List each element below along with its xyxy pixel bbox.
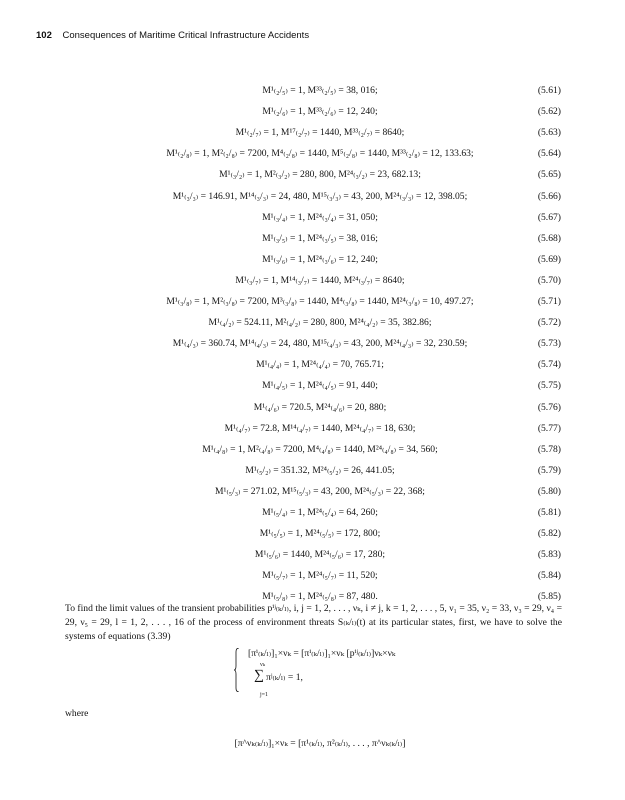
- equation-number: (5.72): [537, 317, 561, 328]
- equation-row: M¹₍₄/₅₎ = 1, M²⁴₍₄/₅₎ = 91, 440;: [262, 380, 378, 391]
- equation-row: M¹₍₄/₄₎ = 1, M²⁴₍₄/₄₎ = 70, 765.71;: [256, 359, 384, 370]
- equation-row: M¹₍₂/₅₎ = 1, M³³₍₂/₅₎ = 38, 016;: [262, 85, 378, 96]
- equation-number: (5.66): [537, 191, 561, 202]
- equation-row: M¹₍₅/₃₎ = 271.02, M¹⁵₍₅/₃₎ = 43, 200, M²⁴₍₅/₃₎ = 22, 368;: [215, 486, 425, 497]
- left-brace-icon: [234, 648, 240, 692]
- equation-number: (5.67): [537, 212, 561, 223]
- equation-row: M¹₍₃/₅₎ = 1, M²⁴₍₃/₅₎ = 38, 016;: [262, 233, 378, 244]
- equation-number: (5.80): [537, 486, 561, 497]
- equation-row: M¹₍₃/₇₎ = 1, M¹⁴₍₃/₇₎ = 1440, M²⁴₍₃/₇₎ = 8640;: [235, 275, 405, 286]
- equation-number: (5.71): [537, 296, 561, 307]
- equation-row: M¹₍₅/₇₎ = 1, M²⁴₍₅/₇₎ = 11, 520;: [262, 570, 378, 581]
- equation-number: (5.84): [537, 570, 561, 581]
- equation-number: (5.68): [537, 233, 561, 244]
- equation-row: M¹₍₃/₈₎ = 1, M²₍₃/₈₎ = 7200, M³₍₃/₈₎ = 1440, M⁴₍₃/₈₎ = 1440, M²⁴₍₃/₈₎ = 10, 497.27;: [166, 296, 474, 307]
- page-number: 102: [36, 30, 52, 41]
- equation-row: M¹₍₅/₄₎ = 1, M²⁴₍₅/₄₎ = 64, 260;: [262, 507, 378, 518]
- equation-number: (5.64): [537, 148, 561, 159]
- equation-number: (5.73): [537, 338, 561, 349]
- system-line-2: πʲ₍ₖ/ₗ₎ = 1,: [266, 672, 303, 683]
- running-title: Consequences of Maritime Critical Infrastructure Accidents: [62, 30, 310, 41]
- equation-number: (5.69): [537, 254, 561, 265]
- equation-row: M¹₍₂/₆₎ = 1, M³³₍₂/₆₎ = 12, 240;: [262, 106, 378, 117]
- equation-number: (5.74): [537, 359, 561, 370]
- equation-row: M¹₍₄/₈₎ = 1, M²₍₄/₈₎ = 7200, M⁴₍₄/₈₎ = 1440, M²⁴₍₄/₈₎ = 34, 560;: [202, 444, 438, 455]
- sum-lower-limit: j=1: [260, 692, 269, 698]
- equation-row: M¹₍₂/₈₎ = 1, M²₍₂/₈₎ = 7200, M⁴₍₂/₈₎ = 1440, M⁵₍₂/₈₎ = 1440, M³³₍₂/₈₎ = 12, 133.63;: [166, 148, 474, 159]
- equation-number: (5.77): [537, 423, 561, 434]
- equation-number: (5.81): [537, 507, 561, 518]
- equation-number: (5.78): [537, 444, 561, 455]
- equation-number: (5.79): [537, 465, 561, 476]
- equation-row: M¹₍₄/₂₎ = 524.11, M²₍₄/₂₎ = 280, 800, M²⁴₍₄/₂₎ = 35, 382.86;: [208, 317, 432, 328]
- equation-number: (5.63): [537, 127, 561, 138]
- where-label: where: [65, 708, 89, 719]
- body-paragraph: To find the limit values of the transient probabilities pⁱʲ₍ₖ/ₗ₎, i, j = 1, 2, . . . , νₖ, i ≠ j, k = 1, 2, . . . , 5, ν₁ = 35, ν₂ = 33, ν₃ = 29, ν₄ = 29, ν₅ = 29, l = 1, 2, . . . , 16 of the process of environment threats S₍ₖ/ₗ₎(t) at its particular states, first, we have to solve the systems of equations (3.39): [65, 603, 562, 642]
- equation-number: (5.82): [537, 528, 561, 539]
- equation-row: M¹₍₂/₇₎ = 1, M¹⁷₍₂/₇₎ = 1440, M³³₍₂/₇₎ = 8640;: [235, 127, 405, 138]
- sum-icon: ∑: [254, 668, 264, 683]
- equation-row: M¹₍₅/₈₎ = 1, M²⁴₍₅/₈₎ = 87, 480.: [262, 591, 378, 602]
- equation-row: M¹₍₅/₅₎ = 1, M²⁴₍₅/₅₎ = 172, 800;: [259, 528, 381, 539]
- equation-number: (5.75): [537, 380, 561, 391]
- running-header: [36, 30, 309, 41]
- equation-row: M¹₍₅/₆₎ = 1440, M²⁴₍₅/₆₎ = 17, 280;: [254, 549, 386, 560]
- sum-upper-limit: νₖ: [260, 662, 265, 668]
- equation-row: M¹₍₃/₂₎ = 1, M²₍₃/₂₎ = 280, 800, M²⁴₍₃/₂₎ = 23, 682.13;: [219, 169, 421, 180]
- equation-row: M¹₍₄/₇₎ = 72.8, M¹⁴₍₄/₇₎ = 1440, M²⁴₍₄/₇₎ = 18, 630;: [224, 423, 416, 434]
- final-equation: [π^νₖ₍ₖ/ₗ₎]₁×νₖ = [π¹₍ₖ/ₗ₎, π²₍ₖ/ₗ₎, . . . , π^νₖ₍ₖ/ₗ₎]: [234, 738, 406, 749]
- equation-number: (5.83): [537, 549, 561, 560]
- equation-number: (5.62): [537, 106, 561, 117]
- equation-number: (5.76): [537, 402, 561, 413]
- equation-row: M¹₍₄/₆₎ = 720.5, M²⁴₍₄/₆₎ = 20, 880;: [253, 402, 387, 413]
- equation-row: M¹₍₃/₃₎ = 146.91, M¹⁴₍₃/₃₎ = 24, 480, M¹⁵₍₃/₃₎ = 43, 200, M²⁴₍₃/₃₎ = 12, 398.05;: [172, 191, 468, 202]
- equation-number: (5.61): [537, 85, 561, 96]
- equation-row: M¹₍₄/₃₎ = 360.74, M¹⁴₍₄/₃₎ = 24, 480, M¹⁵₍₄/₃₎ = 43, 200, M²⁴₍₄/₃₎ = 32, 230.59;: [172, 338, 468, 349]
- system-line-1: [πⁱ₍ₖ/ₗ₎]₁×νₖ = [πⁱ₍ₖ/ₗ₎]₁×νₖ [pⁱʲ₍ₖ/ₗ₎]νₖ×νₖ: [248, 648, 396, 659]
- equation-number: (5.85): [537, 591, 561, 602]
- equation-row: M¹₍₃/₆₎ = 1, M²⁴₍₃/₆₎ = 12, 240;: [262, 254, 378, 265]
- equation-number: (5.65): [537, 169, 561, 180]
- equation-row: M¹₍₃/₄₎ = 1, M²⁴₍₃/₄₎ = 31, 050;: [262, 212, 378, 223]
- equation-row: M¹₍₅/₂₎ = 351.32, M²⁴₍₅/₂₎ = 26, 441.05;: [245, 465, 395, 476]
- equation-number: (5.70): [537, 275, 561, 286]
